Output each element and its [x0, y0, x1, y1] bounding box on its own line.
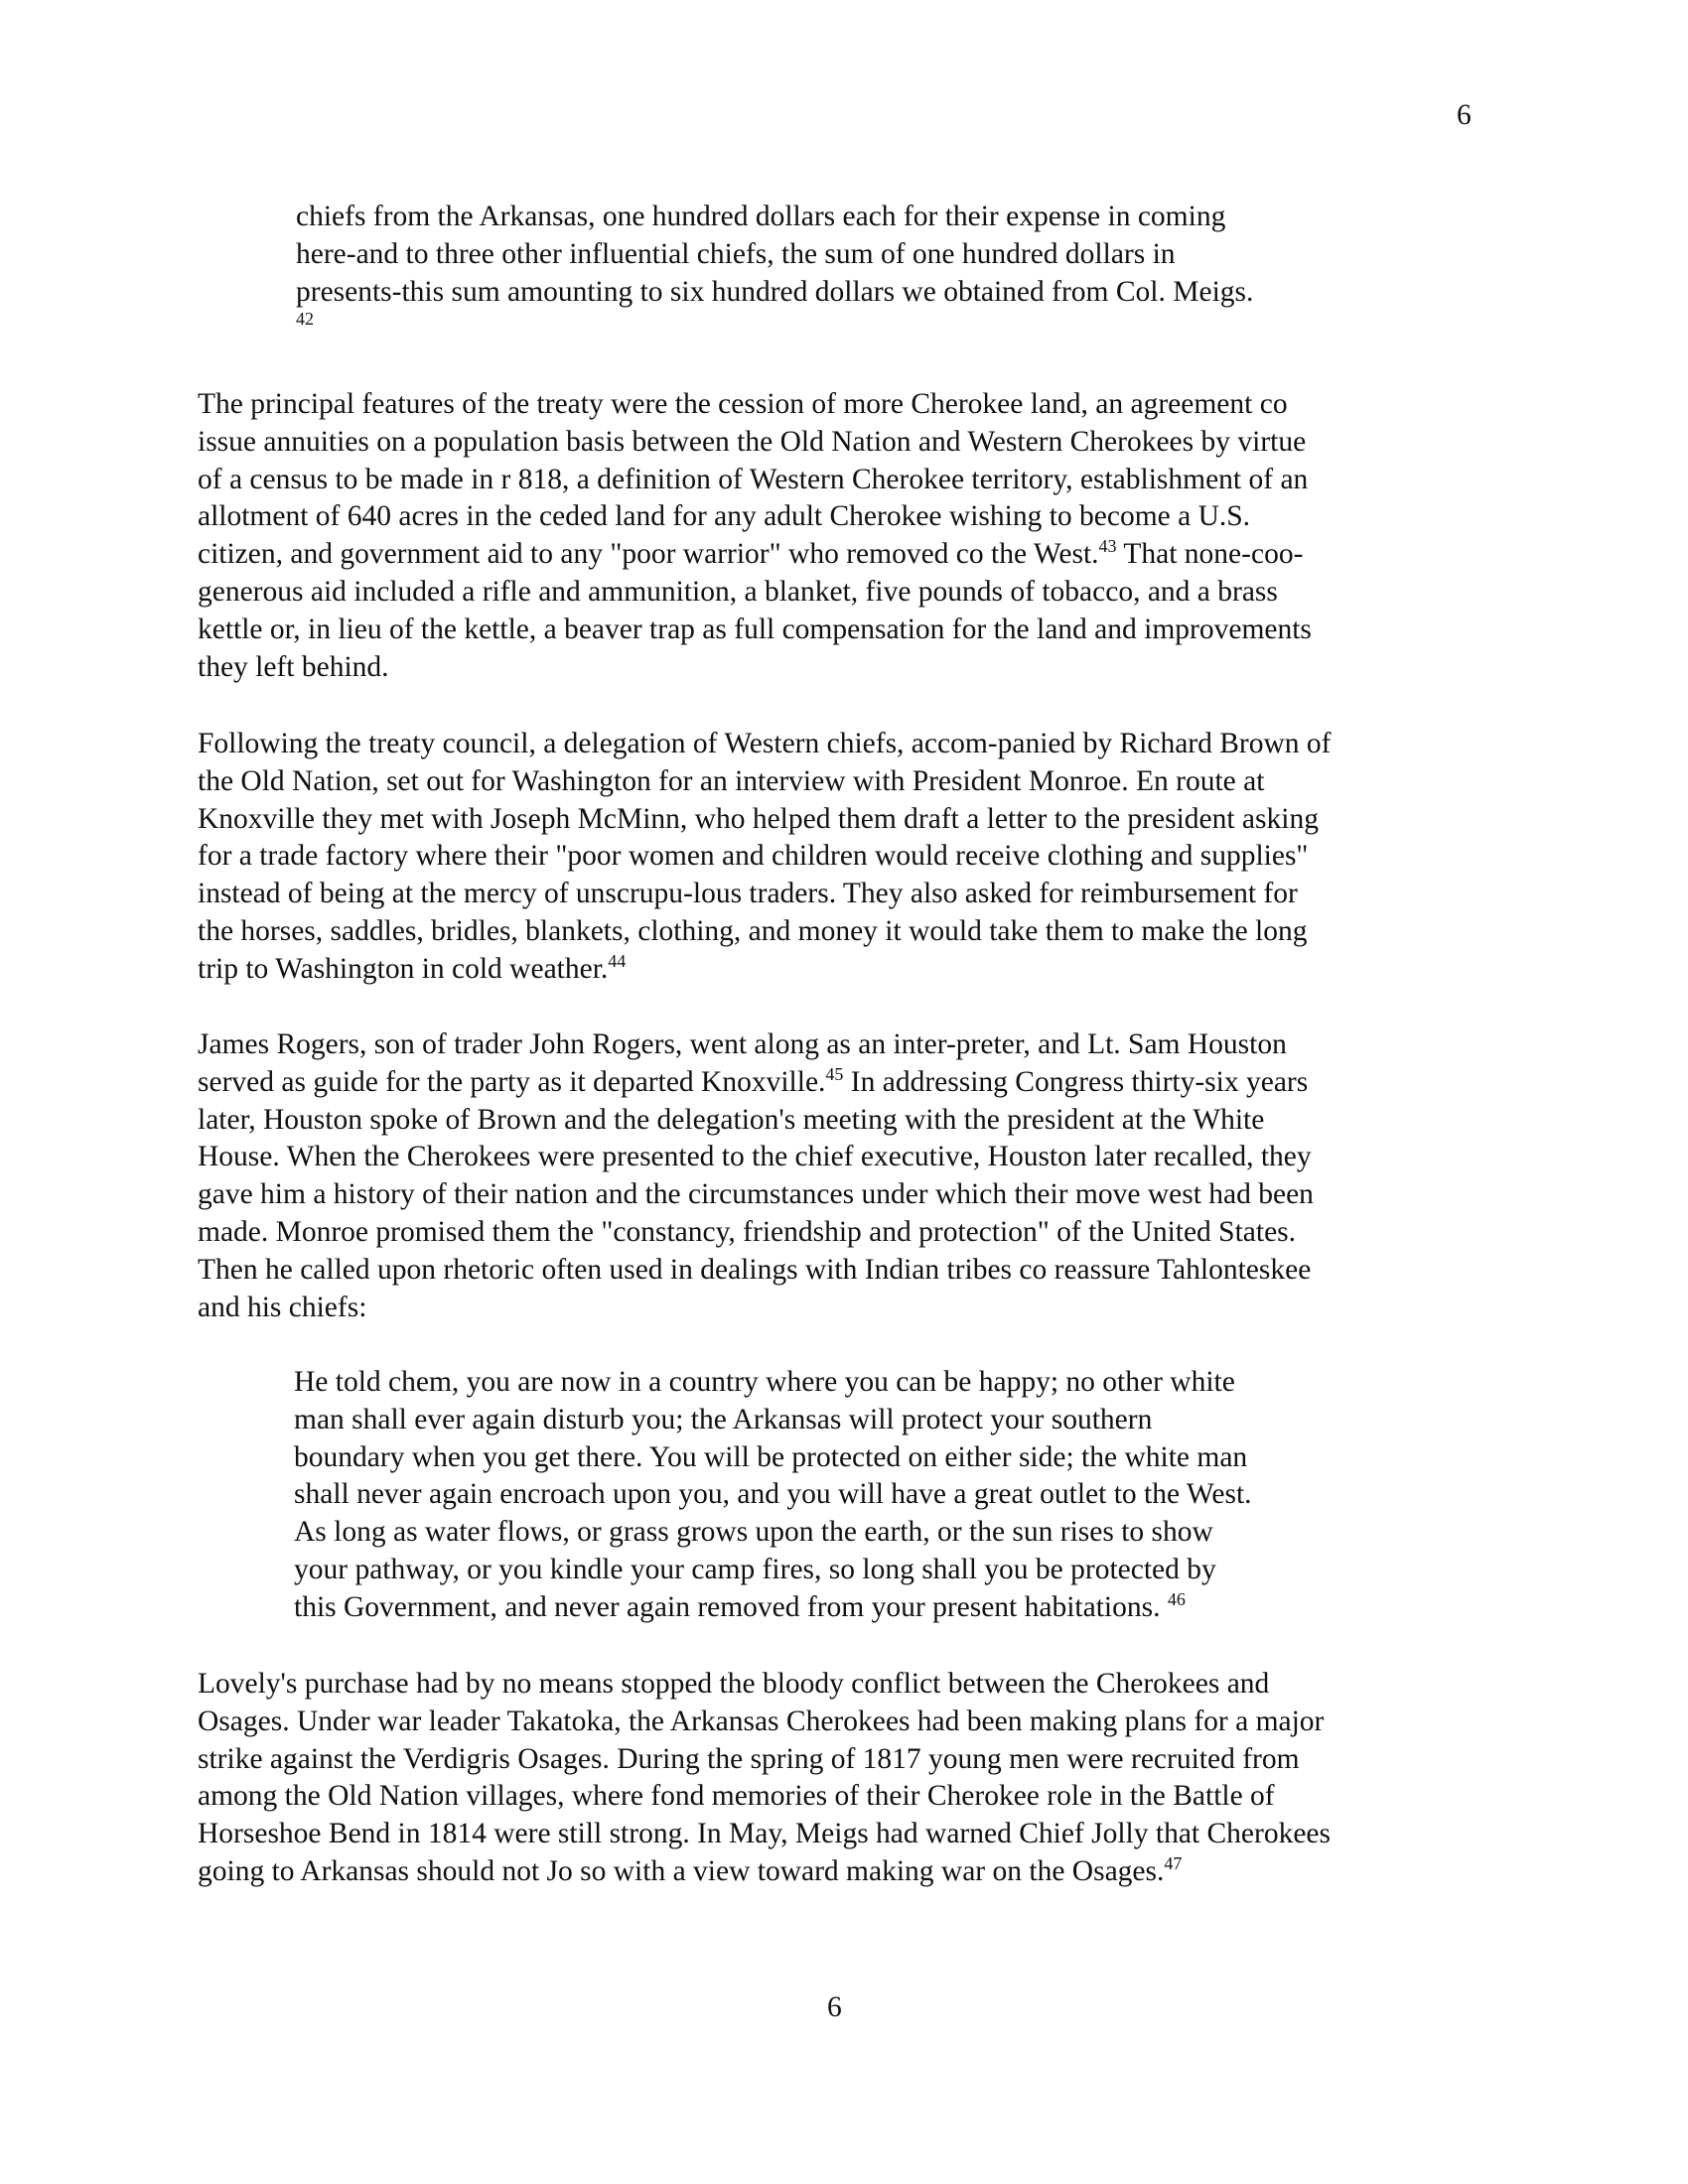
- text-line: [294, 1476, 1252, 1514]
- text-line: [198, 801, 1332, 839]
- text-line: [198, 1026, 1314, 1064]
- line-text: strike against the Verdigris Osages. During the spring of 1817 young men were recruited from: [198, 1742, 1300, 1775]
- block-quote-1: [296, 199, 1253, 311]
- line-text: The principal features of the treaty were the cession of more Cherokee land, an agreement co: [198, 388, 1288, 420]
- text-line: [198, 1290, 1314, 1327]
- line-text: He told chem, you are now in a country where you can be happy; no other white: [294, 1366, 1235, 1398]
- line-text: instead of being at the mercy of unscrupu-lous traders. They also asked for reimbursement for: [198, 878, 1298, 910]
- line-text: later, Houston spoke of Brown and the delegation's meeting with the president at the White: [198, 1103, 1265, 1136]
- line-text: presents-this sum amounting to six hundred dollars we obtained from Col. Meigs.: [296, 275, 1254, 308]
- line-text: That none-coo-: [1116, 538, 1304, 571]
- line-text: James Rogers, son of trader John Rogers, went along as an inter-preter, and Lt. Sam Houston: [198, 1028, 1287, 1060]
- text-line: [296, 236, 1253, 274]
- text-line: [198, 386, 1312, 424]
- paragraph-treaty-features: [198, 386, 1312, 686]
- page-number-footer: 6: [827, 1991, 842, 2023]
- text-line: [294, 1552, 1252, 1589]
- footnote-reference: 43: [1098, 536, 1117, 557]
- text-line: [198, 649, 1312, 687]
- line-text: man shall ever again disturb you; the Arkansas will protect your southern: [294, 1403, 1153, 1435]
- text-line: [198, 876, 1332, 913]
- line-text: gave him a history of their nation and the circumstances under which their move west had been: [198, 1178, 1314, 1211]
- text-line: [296, 199, 1253, 236]
- line-text: Knoxville they met with Joseph McMinn, who helped them draft a letter to the president asking: [198, 802, 1319, 835]
- line-text: of a census to be made in r 818, a definition of Western Cherokee territory, establishment of an: [198, 463, 1309, 495]
- paragraph-delegation: [198, 726, 1332, 989]
- line-text: here-and to three other influential chiefs, the sum of one hundred dollars in: [296, 237, 1176, 270]
- line-text: shall never again encroach upon you, and you will have a great outlet to the West.: [294, 1478, 1252, 1511]
- text-line: [198, 1064, 1314, 1102]
- text-line: [198, 1741, 1331, 1779]
- line-text: and his chiefs:: [198, 1291, 367, 1323]
- text-line: [198, 1778, 1331, 1816]
- text-line: [294, 1589, 1252, 1627]
- footnote-reference: 46: [1167, 1588, 1186, 1609]
- line-text: House. When the Cherokees were presented to the chief executive, Houston later recalled, they: [198, 1141, 1312, 1173]
- block-quote-monroe: [294, 1364, 1252, 1627]
- line-text: they left behind.: [198, 650, 389, 683]
- line-text: kettle or, in lieu of the kettle, a beaver trap as full compensation for the land and improvements: [198, 613, 1312, 645]
- text-line: [198, 1139, 1314, 1176]
- line-text: In addressing Congress thirty-six years: [843, 1065, 1309, 1098]
- line-text: trip to Washington in cold weather.: [198, 952, 609, 985]
- page-number-header: 6: [1457, 99, 1472, 131]
- line-text: boundary when you get there. You will be protected on either side; the white man: [294, 1440, 1248, 1473]
- line-text: for a trade factory where their "poor women and children would receive clothing and supplies": [198, 840, 1309, 873]
- line-text: Following the treaty council, a delegation of Western chiefs, accom-panied by Richard Brown of: [198, 728, 1332, 759]
- line-text: Horseshoe Bend in 1814 were still strong. In May, Meigs had warned Chief Jolly that Cherokees: [198, 1818, 1331, 1850]
- text-line: [198, 1214, 1314, 1252]
- line-text: Lovely's purchase had by no means stopped the bloody conflict between the Cherokees and: [198, 1668, 1270, 1700]
- footnote-reference: 47: [1164, 1852, 1183, 1873]
- text-line: [198, 763, 1332, 801]
- line-text: the horses, saddles, bridles, blankets, clothing, and money it would take them to make the long: [198, 914, 1308, 947]
- line-text: going to Arkansas should not Jo so with a view toward making war on the Osages.: [198, 1854, 1165, 1887]
- footnote-reference: 45: [825, 1063, 844, 1084]
- line-text: chiefs from the Arkansas, one hundred dollars each for their expense in coming: [296, 201, 1226, 232]
- text-line: [198, 1176, 1314, 1214]
- line-text: served as guide for the party as it departed Knoxville.: [198, 1065, 826, 1098]
- text-line: [294, 1439, 1252, 1477]
- line-text: As long as water flows, or grass grows upon the earth, or the sun rises to show: [294, 1516, 1213, 1549]
- line-text: Osages. Under war leader Takatoka, the Arkansas Cherokees had been making plans for a major: [198, 1705, 1325, 1737]
- line-text: allotment of 640 acres in the ceded land for any adult Cherokee wishing to become a U.S.: [198, 500, 1251, 533]
- text-line: [198, 913, 1332, 951]
- text-line: [294, 1514, 1252, 1552]
- text-line: [198, 424, 1312, 462]
- line-text: made. Monroe promised them the "constancy, friendship and protection" of the United States.: [198, 1215, 1297, 1248]
- text-line: [198, 1704, 1331, 1741]
- text-line: [198, 612, 1312, 649]
- line-text: generous aid included a rifle and ammunition, a blanket, five pounds of tobacco, and a brass: [198, 575, 1278, 608]
- text-line: [296, 274, 1253, 312]
- paragraph-james-rogers: [198, 1026, 1314, 1326]
- text-line: [198, 498, 1312, 536]
- text-line: [198, 536, 1312, 574]
- text-line: [198, 1666, 1331, 1704]
- paragraph-lovelys-purchase: [198, 1666, 1331, 1891]
- text-line: [294, 1402, 1252, 1439]
- text-line: [198, 726, 1332, 763]
- line-text: among the Old Nation villages, where fond memories of their Cherokee role in the Battle of: [198, 1780, 1275, 1813]
- line-text: citizen, and government aid to any "poor warrior" who removed co the West.: [198, 538, 1099, 571]
- text-line: [198, 951, 1332, 989]
- text-line: [198, 574, 1312, 612]
- footnote-marker-42: 42: [296, 309, 314, 329]
- text-line: [198, 838, 1332, 876]
- line-text: this Government, and never again removed from your present habitations.: [294, 1590, 1168, 1623]
- line-text: your pathway, or you kindle your camp fires, so long shall you be protected by: [294, 1553, 1216, 1585]
- text-line: [198, 1816, 1331, 1853]
- line-text: Then he called upon rhetoric often used in dealings with Indian tribes co reassure Tahlonteskee: [198, 1253, 1312, 1286]
- text-line: [198, 1853, 1331, 1891]
- line-text: the Old Nation, set out for Washington for an interview with President Monroe. En route at: [198, 764, 1265, 797]
- footnote-reference: 44: [608, 950, 627, 971]
- text-line: [198, 1102, 1314, 1140]
- text-line: [198, 462, 1312, 499]
- text-line: [294, 1364, 1252, 1402]
- text-line: [198, 1252, 1314, 1290]
- line-text: issue annuities on a population basis between the Old Nation and Western Cherokees by virtue: [198, 425, 1307, 458]
